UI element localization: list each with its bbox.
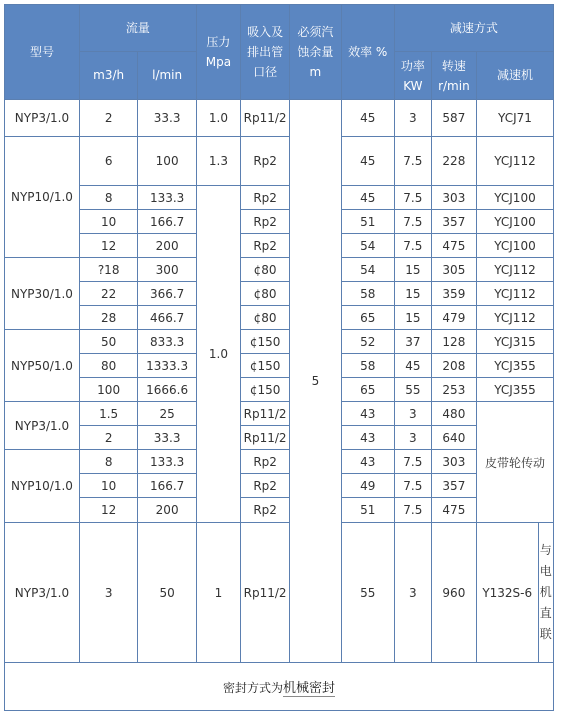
pipe-cell: Rp11/2 [240, 523, 289, 663]
pipe-cell: ¢80 [240, 258, 289, 282]
efficiency-cell: 43 [341, 450, 394, 474]
speed-cell: 303 [431, 450, 476, 474]
power-cell: 3 [394, 426, 431, 450]
speed-cell: 228 [431, 137, 476, 186]
flow-lmin-cell: 50 [138, 523, 197, 663]
efficiency-cell: 43 [341, 426, 394, 450]
flow-m3h-cell: 80 [79, 354, 137, 378]
model-cell: NYP50/1.0 [5, 330, 80, 402]
pipe-cell: Rp11/2 [240, 100, 289, 137]
power-cell: 37 [394, 330, 431, 354]
reducer-cell: YCJ112 [476, 306, 553, 330]
flow-m3h-cell: 2 [79, 100, 137, 137]
efficiency-cell: 54 [341, 234, 394, 258]
pipe-cell: Rp2 [240, 234, 289, 258]
pipe-cell: ¢150 [240, 378, 289, 402]
flow-lmin-cell: 366.7 [138, 282, 197, 306]
model-cell: NYP10/1.0 [5, 137, 80, 258]
flow-m3h-cell: 50 [79, 330, 137, 354]
power-cell: 7.5 [394, 137, 431, 186]
pressure-cell: 1 [196, 523, 240, 663]
flow-lmin-cell: 33.3 [138, 100, 197, 137]
header-speed: 转速 r/min [431, 52, 476, 100]
reducer-cell: YCJ315 [476, 330, 553, 354]
pump-spec-table [4, 4, 554, 711]
flow-lmin-cell: 466.7 [138, 306, 197, 330]
reducer-cell: YCJ355 [476, 378, 553, 402]
efficiency-cell: 51 [341, 210, 394, 234]
pressure-cell: 1.0 [196, 100, 240, 137]
seal-note-prefix: 密封方式为 [222, 681, 283, 695]
pressure-cell: 1.3 [196, 137, 240, 186]
pressure-cell: 1.0 [196, 186, 240, 523]
speed-cell: 960 [431, 523, 476, 663]
flow-lmin-cell: 25 [138, 402, 197, 426]
speed-cell: 208 [431, 354, 476, 378]
speed-cell: 357 [431, 474, 476, 498]
power-cell: 3 [394, 402, 431, 426]
power-cell: 3 [394, 100, 431, 137]
flow-m3h-cell: 6 [79, 137, 137, 186]
reducer-cell: YCJ100 [476, 210, 553, 234]
flow-m3h-cell: 3 [79, 523, 137, 663]
flow-m3h-cell: 22 [79, 282, 137, 306]
flow-m3h-cell: 12 [79, 498, 137, 523]
pipe-cell: Rp2 [240, 210, 289, 234]
header-pipe-diameter: 吸入及排出管口径 [240, 5, 289, 100]
pipe-cell: Rp11/2 [240, 426, 289, 450]
efficiency-cell: 58 [341, 282, 394, 306]
flow-lmin-cell: 200 [138, 498, 197, 523]
direct-couple-text: 与电机直联 [539, 543, 552, 641]
pipe-cell: Rp11/2 [240, 402, 289, 426]
flow-lmin-cell: 100 [138, 137, 197, 186]
header-model: 型号 [5, 5, 80, 100]
flow-lmin-cell: 200 [138, 234, 197, 258]
model-cell: NYP3/1.0 [5, 100, 80, 137]
reducer-cell: Y132S-6 [476, 523, 538, 663]
seal-note [5, 663, 554, 711]
flow-m3h-cell: 2 [79, 426, 137, 450]
seal-note-emphasis: 机械密封 [283, 681, 336, 696]
belt-drive-cell: 皮带轮传动 [476, 402, 553, 523]
power-cell: 7.5 [394, 234, 431, 258]
reducer-cell: YCJ112 [476, 258, 553, 282]
pipe-cell: ¢80 [240, 282, 289, 306]
header-reducer: 减速机 [476, 52, 553, 100]
header-flow-lmin: l/min [138, 52, 197, 100]
speed-cell: 253 [431, 378, 476, 402]
speed-cell: 128 [431, 330, 476, 354]
power-cell: 7.5 [394, 450, 431, 474]
reducer-cell: YCJ71 [476, 100, 553, 137]
efficiency-cell: 49 [341, 474, 394, 498]
speed-cell: 640 [431, 426, 476, 450]
efficiency-cell: 52 [341, 330, 394, 354]
header-flow: 流量 [79, 5, 196, 52]
power-cell: 7.5 [394, 498, 431, 523]
speed-cell: 357 [431, 210, 476, 234]
header-reduction-mode: 减速方式 [394, 5, 553, 52]
model-cell: NYP10/1.0 [5, 450, 80, 523]
flow-m3h-cell: 10 [79, 210, 137, 234]
pipe-cell: ¢80 [240, 306, 289, 330]
flow-lmin-cell: 1333.3 [138, 354, 197, 378]
power-cell: 15 [394, 282, 431, 306]
power-cell: 15 [394, 258, 431, 282]
reducer-cell: YCJ100 [476, 186, 553, 210]
power-cell: 3 [394, 523, 431, 663]
flow-lmin-cell: 133.3 [138, 186, 197, 210]
speed-cell: 475 [431, 234, 476, 258]
npsh-cell: 5 [290, 100, 341, 663]
flow-lmin-cell: 166.7 [138, 210, 197, 234]
model-cell: NYP3/1.0 [5, 523, 80, 663]
flow-m3h-cell: 12 [79, 234, 137, 258]
flow-lmin-cell: 133.3 [138, 450, 197, 474]
reducer-cell: YCJ355 [476, 354, 553, 378]
efficiency-cell: 54 [341, 258, 394, 282]
flow-m3h-cell: ?18 [79, 258, 137, 282]
speed-cell: 480 [431, 402, 476, 426]
reducer-cell: YCJ112 [476, 282, 553, 306]
speed-cell: 303 [431, 186, 476, 210]
pipe-cell: Rp2 [240, 137, 289, 186]
efficiency-cell: 45 [341, 137, 394, 186]
power-cell: 7.5 [394, 210, 431, 234]
flow-m3h-cell: 28 [79, 306, 137, 330]
efficiency-cell: 65 [341, 306, 394, 330]
pipe-cell: ¢150 [240, 330, 289, 354]
flow-lmin-cell: 1666.6 [138, 378, 197, 402]
efficiency-cell: 55 [341, 523, 394, 663]
direct-couple-cell [538, 523, 553, 663]
pipe-cell: Rp2 [240, 186, 289, 210]
flow-m3h-cell: 1.5 [79, 402, 137, 426]
flow-lmin-cell: 300 [138, 258, 197, 282]
flow-m3h-cell: 8 [79, 450, 137, 474]
power-cell: 7.5 [394, 474, 431, 498]
speed-cell: 587 [431, 100, 476, 137]
efficiency-cell: 45 [341, 100, 394, 137]
power-cell: 55 [394, 378, 431, 402]
speed-cell: 479 [431, 306, 476, 330]
reducer-cell: YCJ100 [476, 234, 553, 258]
pipe-cell: Rp2 [240, 498, 289, 523]
reducer-cell: YCJ112 [476, 137, 553, 186]
model-cell: NYP30/1.0 [5, 258, 80, 330]
flow-lmin-cell: 833.3 [138, 330, 197, 354]
header-power: 功率 KW [394, 52, 431, 100]
header-flow-m3h: m3/h [79, 52, 137, 100]
pipe-cell: Rp2 [240, 474, 289, 498]
flow-m3h-cell: 10 [79, 474, 137, 498]
efficiency-cell: 45 [341, 186, 394, 210]
flow-lmin-cell: 33.3 [138, 426, 197, 450]
model-cell: NYP3/1.0 [5, 402, 80, 450]
pipe-cell: Rp2 [240, 450, 289, 474]
power-cell: 15 [394, 306, 431, 330]
flow-m3h-cell: 8 [79, 186, 137, 210]
header-efficiency: 效率 % [341, 5, 394, 100]
flow-lmin-cell: 166.7 [138, 474, 197, 498]
power-cell: 45 [394, 354, 431, 378]
speed-cell: 305 [431, 258, 476, 282]
header-npsh: 必须汽蚀余量m [290, 5, 341, 100]
efficiency-cell: 65 [341, 378, 394, 402]
efficiency-cell: 43 [341, 402, 394, 426]
power-cell: 7.5 [394, 186, 431, 210]
speed-cell: 359 [431, 282, 476, 306]
efficiency-cell: 51 [341, 498, 394, 523]
pipe-cell: ¢150 [240, 354, 289, 378]
flow-m3h-cell: 100 [79, 378, 137, 402]
efficiency-cell: 58 [341, 354, 394, 378]
header-pressure: 压力 Mpa [196, 5, 240, 100]
speed-cell: 475 [431, 498, 476, 523]
